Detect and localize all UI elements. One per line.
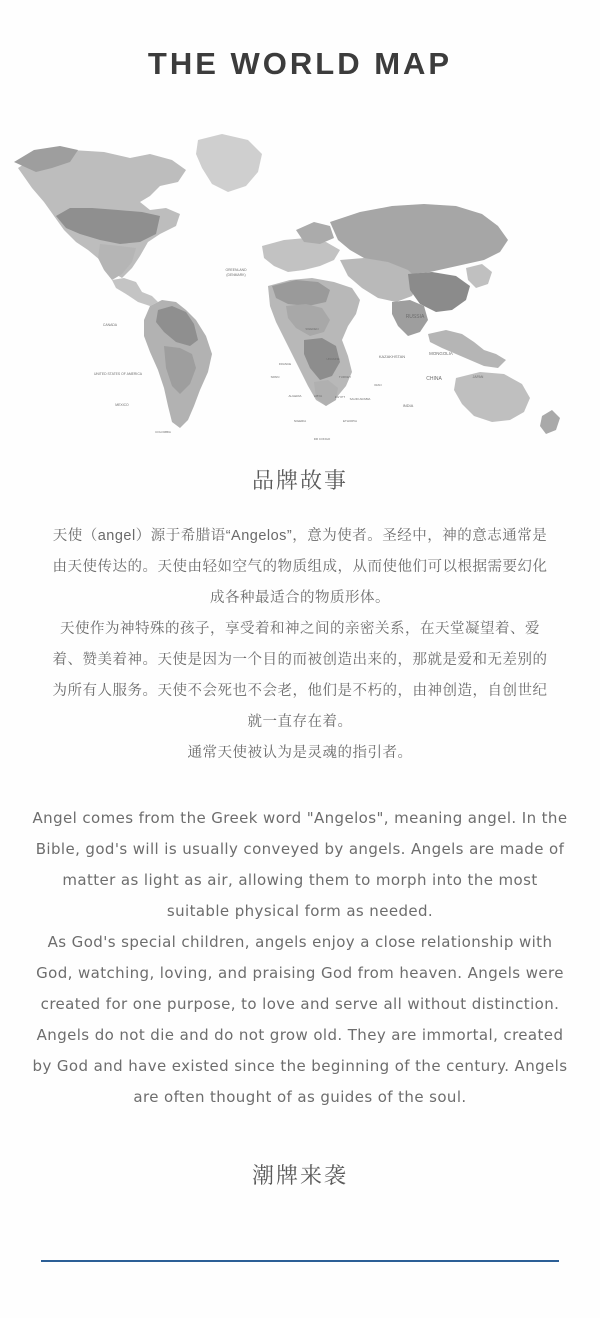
brand-story-paragraph: 天使（angel）源于希腊语“Angelos”，意为使者。圣经中，神的意志通常是由天使传达的。天使由轻如空气的物质组成，从而使他们可以根据需要幻化成各种最适合的物质形体。 [52, 528, 548, 606]
svg-text:LIBYA: LIBYA [313, 394, 323, 398]
svg-text:SWEDEN: SWEDEN [305, 327, 319, 331]
svg-text:KAZAKHSTAN: KAZAKHSTAN [378, 354, 406, 359]
svg-text:COLOMBIA: COLOMBIA [155, 430, 171, 434]
svg-text:(DENMARK): (DENMARK) [226, 273, 246, 277]
footer-heading: 潮牌来袭 [251, 1163, 348, 1188]
svg-text:SAUDI ARABIA: SAUDI ARABIA [349, 397, 371, 401]
brand-story-body [48, 521, 553, 769]
svg-text:MEXICO: MEXICO [115, 403, 129, 407]
svg-text:NIGERIA: NIGERIA [293, 419, 307, 423]
svg-text:TURKEY: TURKEY [338, 375, 352, 379]
brand-story-heading: 品牌故事 [251, 468, 348, 493]
svg-text:GREENLAND: GREENLAND [225, 268, 247, 272]
world-map-figure [0, 110, 600, 440]
svg-text:UKRAINE: UKRAINE [326, 357, 340, 361]
svg-text:MONGOLIA: MONGOLIA [429, 351, 453, 356]
svg-text:SPAIN: SPAIN [270, 375, 280, 379]
svg-text:UNITED STATES OF AMERICA: UNITED STATES OF AMERICA [93, 372, 143, 376]
svg-text:RUSSIA: RUSSIA [405, 314, 425, 320]
brand-story-paragraph: 天使作为神特殊的孩子，享受着和神之间的亲密关系，在天堂凝望着、爱着、赞美着神。天使是因为一个目的而被创造出来的，那就是爱和无差别的为所有人服务。天使不会死也不会老，他们是不朽的，由神创造，自创世纪就一直存在着。 [52, 621, 548, 730]
english-story-paragraph: Angel comes from the Greek word "Angelos", meaning angel. In the Bible, god's will is usually conveyed by angels. Angels are made of matter as light as air, allowing them to morph into the most suitable physical form as needed. [32, 809, 568, 920]
svg-text:FRANCE: FRANCE [278, 362, 292, 366]
svg-text:INDIA: INDIA [402, 403, 414, 408]
page-title: THE WORLD MAP [147, 46, 453, 81]
svg-text:CANADA: CANADA [102, 323, 118, 327]
svg-text:EGYPT: EGYPT [334, 395, 346, 399]
english-story-paragraph: As God's special children, angels enjoy a close relationship with God, watching, loving, and praising God from heaven. Angels were created for one purpose, to love and serve all without distinction. Angels do not die and do not grow old. They are immortal, created by God and have existed since the beginning of the century. Angels are often thought of as guides of the soul. [32, 933, 568, 1106]
world-map-icon [0, 110, 600, 440]
english-story-body [30, 803, 570, 1113]
svg-text:DR CONGO: DR CONGO [313, 437, 331, 440]
brand-story-paragraph: 通常天使被认为是灵魂的指引者。 [187, 745, 413, 761]
svg-text:CHINA: CHINA [426, 376, 442, 382]
svg-text:IRAN: IRAN [374, 383, 382, 387]
svg-text:ALGERIA: ALGERIA [288, 394, 302, 398]
svg-text:ETHIOPIA: ETHIOPIA [342, 419, 358, 423]
svg-text:JAPAN: JAPAN [472, 375, 484, 379]
bottom-divider [41, 1260, 559, 1262]
